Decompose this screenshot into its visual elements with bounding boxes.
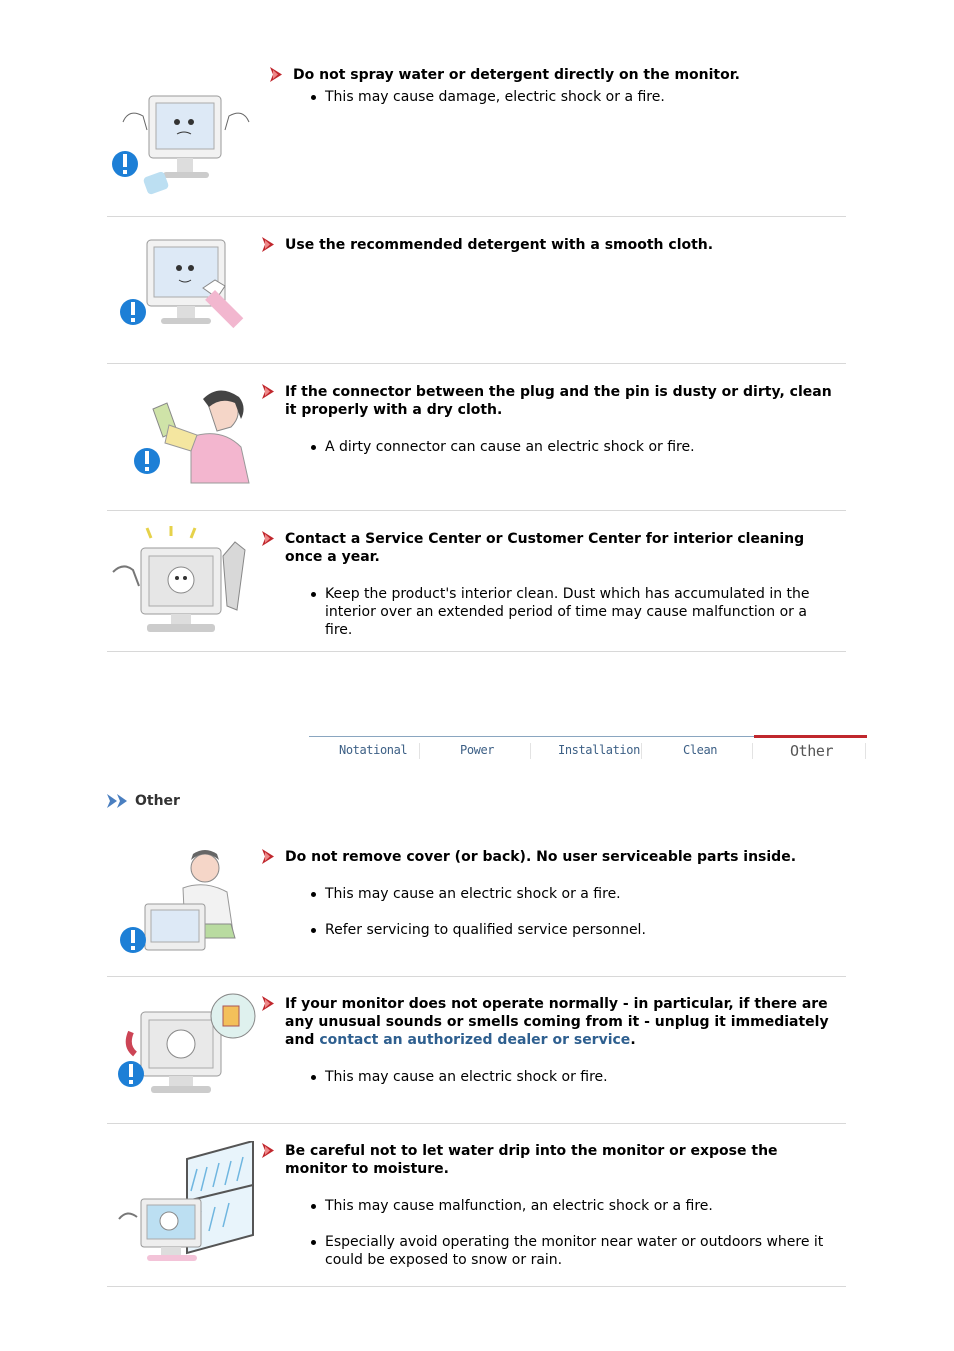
red-arrow-icon bbox=[261, 996, 275, 1011]
caution-section bbox=[107, 830, 846, 977]
list-item: A dirty connector can cause an electric shock or fire. bbox=[307, 438, 837, 456]
connector-cleaning-illustration bbox=[111, 385, 261, 489]
list-item: Refer servicing to qualified service personnel. bbox=[307, 921, 837, 939]
caution-section bbox=[107, 510, 846, 652]
caution-heading bbox=[293, 66, 845, 84]
caution-heading-period: . bbox=[630, 1032, 636, 1048]
caution-heading-text: Do not spray water or detergent directly on the monitor. bbox=[293, 67, 740, 83]
water-moisture-illustration bbox=[111, 1141, 261, 1269]
monitor-spray-warning-illustration bbox=[111, 84, 261, 196]
caution-heading bbox=[285, 383, 837, 419]
active-tab-indicator bbox=[754, 735, 867, 738]
caution-heading bbox=[285, 530, 837, 566]
list-item: Keep the product's interior clean. Dust which has accumulated in the interior over an extended period of time may cause malfunction or a fire. bbox=[307, 585, 837, 639]
double-arrow-icon bbox=[107, 794, 129, 808]
tab-separator bbox=[530, 743, 531, 759]
red-arrow-icon bbox=[269, 67, 283, 82]
caution-section bbox=[107, 1123, 846, 1287]
tab-other[interactable]: Other bbox=[790, 742, 834, 760]
tab-separator bbox=[641, 743, 642, 759]
authorized-dealer-link[interactable]: contact an authorized dealer or service bbox=[319, 1032, 631, 1048]
monitor-cloth-cleaning-illustration bbox=[111, 234, 261, 338]
list-item: This may cause an electric shock or fire. bbox=[307, 1068, 837, 1086]
tab-separator bbox=[419, 743, 420, 759]
red-arrow-icon bbox=[261, 849, 275, 864]
list-item: This may cause malfunction, an electric shock or a fire. bbox=[307, 1197, 837, 1215]
caution-heading-text: Do not remove cover (or back). No user serviceable parts inside. bbox=[285, 849, 797, 865]
tab-power[interactable]: Power bbox=[460, 743, 495, 757]
interior-cleaning-illustration bbox=[111, 526, 261, 636]
caution-bullets bbox=[307, 585, 837, 657]
caution-section bbox=[107, 216, 846, 364]
caution-heading bbox=[285, 236, 837, 254]
caution-heading bbox=[285, 1142, 837, 1178]
caution-bullets bbox=[307, 88, 837, 124]
list-item: Especially avoid operating the monitor near water or outdoors where it could be exposed to snow or rain. bbox=[307, 1233, 837, 1269]
caution-heading-text: Contact a Service Center or Customer Center for interior cleaning once a year. bbox=[285, 531, 805, 565]
caution-section bbox=[107, 976, 846, 1124]
caution-bullets bbox=[307, 1197, 837, 1287]
caution-bullets bbox=[307, 438, 837, 474]
tab-separator bbox=[865, 743, 866, 759]
caution-heading-text: Be careful not to let water drip into the monitor or expose the monitor to moisture. bbox=[285, 1143, 778, 1177]
caution-bullets bbox=[307, 1068, 837, 1104]
list-item: This may cause an electric shock or a fire. bbox=[307, 885, 837, 903]
red-arrow-icon bbox=[261, 384, 275, 399]
caution-heading-text: Use the recommended detergent with a smooth cloth. bbox=[285, 237, 714, 253]
category-tab-bar bbox=[309, 736, 867, 767]
caution-section bbox=[107, 60, 846, 217]
red-arrow-icon bbox=[261, 531, 275, 546]
section-title-text: Other bbox=[135, 793, 180, 809]
section-title bbox=[107, 793, 180, 809]
tab-clean[interactable]: Clean bbox=[683, 743, 718, 757]
red-arrow-icon bbox=[261, 237, 275, 252]
caution-heading bbox=[285, 848, 837, 866]
tab-installation[interactable]: Installation bbox=[558, 743, 640, 757]
do-not-remove-cover-illustration bbox=[111, 848, 261, 960]
caution-section bbox=[107, 363, 846, 511]
caution-bullets bbox=[307, 885, 837, 957]
caution-heading-text: If the connector between the plug and the pin is dusty or dirty, clean it properly with a dry cloth. bbox=[285, 384, 832, 418]
caution-heading bbox=[285, 995, 837, 1049]
tab-separator bbox=[752, 743, 753, 759]
unplug-monitor-illustration bbox=[111, 992, 261, 1104]
red-arrow-icon bbox=[261, 1143, 275, 1158]
list-item: This may cause damage, electric shock or a fire. bbox=[307, 88, 837, 106]
tab-notational[interactable]: Notational bbox=[339, 743, 408, 757]
caution-heading-text: If your monitor does not operate normally - in particular, if there are any unusual sounds or smells coming from it - unplug it immediately and bbox=[285, 996, 829, 1048]
